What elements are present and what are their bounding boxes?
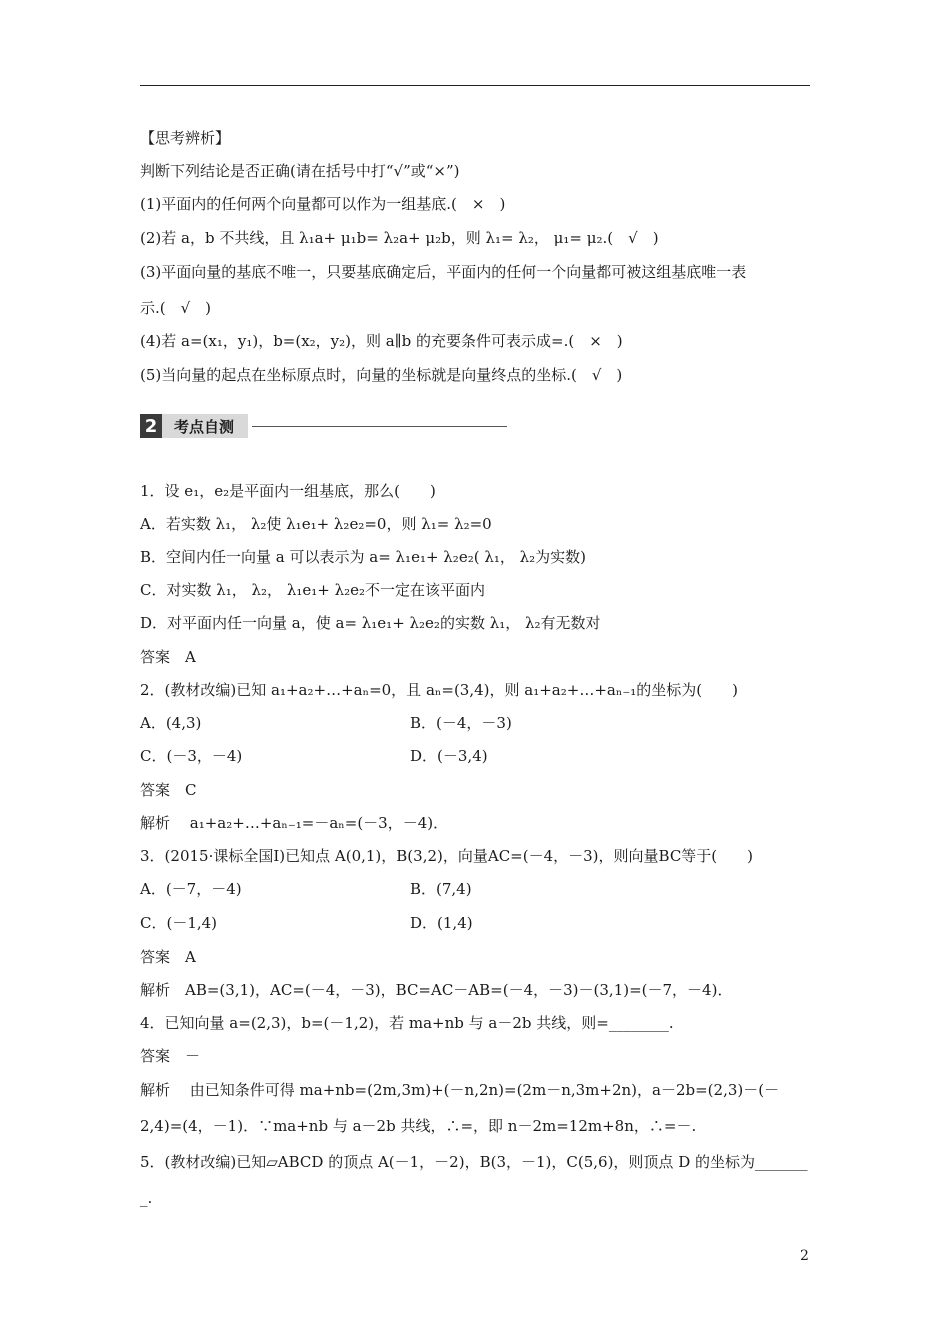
header-rule bbox=[140, 85, 810, 86]
answer-line: 答案 A bbox=[140, 648, 196, 666]
option-b: B．(7,4) bbox=[410, 880, 472, 898]
answer-line: 答案 － bbox=[140, 1047, 201, 1065]
part1-heading: 【思考辨析】 bbox=[140, 129, 231, 147]
question-line: 5．(教材改编)已知▱ABCD 的顶点 A(－1，－2)，B(3，－1)，C(5,6)，则顶点 D 的坐标为_______ bbox=[140, 1153, 808, 1171]
question-line: 1．设 e₁，e₂是平面内一组基底，那么( ) bbox=[140, 482, 436, 500]
page-number: 2 bbox=[800, 1248, 809, 1264]
option-row bbox=[140, 712, 201, 734]
question-line: A．若实数 λ₁， λ₂使 λ₁e₁+ λ₂e₂=0，则 λ₁= λ₂=0 bbox=[140, 515, 492, 533]
question-line: B．空间内任一向量 a 可以表示为 a= λ₁e₁+ λ₂e₂( λ₁， λ₂为实数) bbox=[140, 548, 586, 566]
analysis-line: 2,4)=(4，－1)．∵ma+nb 与 a－2b 共线，∴=，即 n－2m=12m+8n，∴=－. bbox=[140, 1117, 697, 1135]
option-b: B．(－4，－3) bbox=[410, 714, 512, 732]
question-line: D．对平面内任一向量 a，使 a= λ₁e₁+ λ₂e₂的实数 λ₁， λ₂有无数对 bbox=[140, 614, 601, 632]
judge-item: (4)若 a=(x₁，y₁)，b=(x₂，y₂)，则 a∥b 的充要条件可表示成=.( × ) bbox=[140, 332, 623, 350]
judge-item: (1)平面内的任何两个向量都可以作为一组基底.( × ) bbox=[140, 195, 506, 213]
option-a: A．(4,3) bbox=[140, 714, 202, 732]
answer-line: 答案 C bbox=[140, 781, 197, 799]
answer-line: 答案 A bbox=[140, 948, 196, 966]
question-line: 2．(教材改编)已知 a₁+a₂+…+aₙ=0，且 aₙ=(3,4)，则 a₁+a₂+…+aₙ₋₁的坐标为( ) bbox=[140, 681, 738, 699]
question-line: 3．(2015·课标全国Ⅰ)已知点 A(0,1)，B(3,2)，向量AC=(－4，－3)，则向量BC等于( ) bbox=[140, 847, 754, 865]
section-number: 2 bbox=[140, 414, 162, 438]
section-header bbox=[140, 414, 507, 438]
part1-intro: 判断下列结论是否正确(请在括号中打“√”或“×”) bbox=[140, 162, 460, 180]
section-title: 考点自测 bbox=[162, 414, 248, 438]
option-d: D．(1,4) bbox=[410, 914, 473, 932]
option-a: A．(－7，－4) bbox=[140, 880, 242, 898]
option-d: D．(－3,4) bbox=[410, 747, 488, 765]
question-line: C．对实数 λ₁， λ₂， λ₁e₁+ λ₂e₂不一定在该平面内 bbox=[140, 581, 485, 599]
analysis-line: 解析 AB=(3,1)，AC=(－4，－3)，BC=AC－AB=(－4，－3)－(3,1)=(－7，－4)． bbox=[140, 981, 733, 999]
option-c: C．(－3，－4) bbox=[140, 747, 243, 765]
judge-item: 示.( √ ) bbox=[140, 299, 212, 317]
option-c: C．(－1,4) bbox=[140, 914, 218, 932]
section-rule bbox=[252, 426, 507, 427]
judge-item: (2)若 a，b 不共线，且 λ₁a+ μ₁b= λ₂a+ μ₂b，则 λ₁= λ₂， μ₁= μ₂.( √ ) bbox=[140, 229, 659, 247]
analysis-line: 解析 a₁+a₂+…+aₙ₋₁=－aₙ=(－3，－4)． bbox=[140, 814, 449, 832]
judge-item: (3)平面向量的基底不唯一，只要基底确定后，平面内的任何一个向量都可被这组基底唯一表 bbox=[140, 263, 747, 281]
analysis-line: 解析 由已知条件可得 ma+nb=(2m,3m)+(－n,2n)=(2m－n,3m+2n)，a－2b=(2,3)－(－ bbox=[140, 1081, 780, 1099]
judge-item: (5)当向量的起点在坐标原点时，向量的坐标就是向量终点的坐标.( √ ) bbox=[140, 366, 623, 384]
question-line: _. bbox=[140, 1189, 153, 1207]
question-line: 4．已知向量 a=(2,3)，b=(－1,2)，若 ma+nb 与 a－2b 共线，则=________. bbox=[140, 1014, 674, 1032]
